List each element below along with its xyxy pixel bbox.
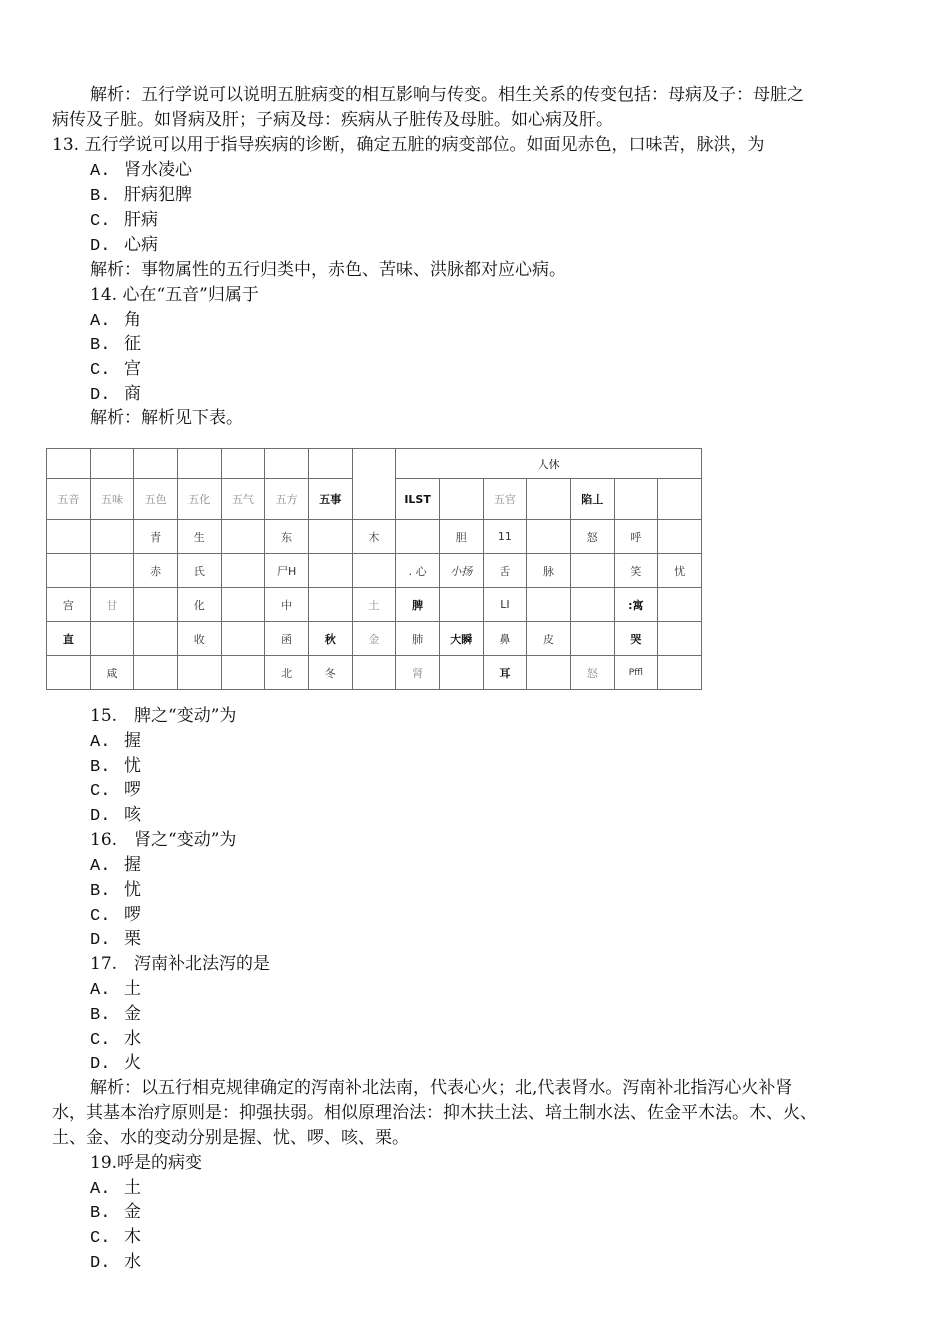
table-cell: 笑 (614, 554, 658, 588)
q15-stem: 15. 脾之“变动”为 (90, 706, 237, 726)
table-cell: 小扬 (439, 554, 483, 588)
option-key: A. (90, 312, 111, 331)
table-cell (352, 554, 396, 588)
option-text: 水 (124, 1252, 141, 1272)
option-text: 啰 (124, 905, 141, 925)
table-cell: 舌 (483, 554, 527, 588)
option-text: 征 (124, 334, 141, 354)
table-cell: Pffl (614, 656, 658, 690)
table-cell (439, 656, 483, 690)
option-text: 金 (124, 1004, 141, 1024)
option-key: B. (90, 758, 111, 777)
table-cell (570, 622, 614, 656)
table-cell: 北 (265, 656, 309, 690)
option-key: A. (90, 162, 111, 181)
table-cell (527, 588, 571, 622)
q12-analysis-line2: 病传及子脏。如肾病及肝；子病及母：疾病从子脏传及母脏。如心病及肝。 (52, 110, 613, 130)
table-cell (90, 622, 134, 656)
option-text: 忧 (124, 880, 141, 900)
table-cell: 金 (352, 622, 396, 656)
table-cell: 鼻 (483, 622, 527, 656)
q17-analysis-line3: 土、金、水的变动分别是握、忧、啰、咳、栗。 (52, 1128, 409, 1148)
table-cell: 忧 (658, 554, 702, 588)
table-cell (221, 520, 265, 554)
table-cell (658, 656, 702, 690)
option-text: 水 (124, 1029, 141, 1049)
table-cell: 生 (177, 520, 221, 554)
option-key: A. (90, 981, 111, 1000)
table-cell: 青 (134, 520, 178, 554)
option-text: 忧 (124, 756, 141, 776)
table-cell: 尸H (265, 554, 309, 588)
option-key: A. (90, 857, 111, 876)
table-cell: 秋 (308, 622, 352, 656)
table-cell: 肺 (396, 622, 440, 656)
table-cell: 皮 (527, 622, 571, 656)
table-cell: 哭 (614, 622, 658, 656)
q15-option-d (90, 803, 141, 829)
table-cell (134, 588, 178, 622)
five-elements-table (46, 448, 702, 690)
option-text: 金 (124, 1202, 141, 1222)
option-key: D. (90, 1254, 111, 1273)
table-header-cell: 五气 (221, 479, 265, 520)
table-cell (134, 656, 178, 690)
table-header-cell (614, 479, 658, 520)
q15-option-b (90, 754, 141, 780)
option-text: 火 (124, 1053, 141, 1073)
table-cell (527, 656, 571, 690)
table-header-cell: 五音 (47, 479, 91, 520)
table-cell: 中 (265, 588, 309, 622)
table-cell (221, 622, 265, 656)
option-text: 肝病 (124, 210, 158, 230)
q19-stem: 19.呼是的病变 (90, 1153, 203, 1173)
q14-analysis: 解析：解析见下表。 (90, 408, 243, 428)
table-cell: 土 (352, 588, 396, 622)
option-text: 商 (124, 384, 141, 404)
option-key: D. (90, 237, 111, 256)
table-cell: 怒 (570, 656, 614, 690)
q17-option-a (90, 977, 141, 1003)
option-key: B. (90, 882, 111, 901)
q13-option-c (90, 208, 158, 234)
option-text: 土 (124, 1178, 141, 1198)
q13-option-a (90, 158, 192, 184)
table-cell (221, 449, 265, 479)
table-cell: 宫 (47, 588, 91, 622)
option-text: 栗 (124, 929, 141, 949)
table-cell: 化 (177, 588, 221, 622)
table-cell (308, 554, 352, 588)
q14-option-d (90, 382, 141, 408)
q16-stem: 16. 肾之“变动”为 (90, 830, 237, 850)
table-cell: 收 (177, 622, 221, 656)
table-cell (570, 588, 614, 622)
table-cell (308, 588, 352, 622)
q19-option-d (90, 1250, 141, 1276)
q15-option-a (90, 729, 141, 755)
option-key: B. (90, 187, 111, 206)
table-header-cell (527, 479, 571, 520)
option-key: A. (90, 1180, 111, 1199)
option-key: C. (90, 907, 111, 926)
table-row (47, 520, 702, 554)
option-text: 握 (124, 855, 141, 875)
table-cell (352, 449, 396, 520)
table-cell (221, 554, 265, 588)
q17-option-c (90, 1027, 141, 1053)
option-text: 肝病犯脾 (124, 185, 192, 205)
table-header-cell: 五色 (134, 479, 178, 520)
table-cell: 11 (483, 520, 527, 554)
table-cell (47, 449, 91, 479)
q19-option-b (90, 1200, 141, 1226)
table-cell: . 心 (396, 554, 440, 588)
option-key: D. (90, 1055, 111, 1074)
table-cell (90, 554, 134, 588)
q16-option-a (90, 853, 141, 879)
table-cell (134, 449, 178, 479)
q12-analysis-line1: 解析：五行学说可以说明五脏病变的相互影响与传变。相生关系的传变包括：母病及子：母脏之 (90, 85, 804, 105)
table-cell (47, 656, 91, 690)
q17-stem: 17. 泻南补北法泻的是 (90, 954, 271, 974)
table-cell: 东 (265, 520, 309, 554)
table-header-cell (439, 479, 483, 520)
table-cell (527, 520, 571, 554)
table-row (47, 622, 702, 656)
option-key: B. (90, 1006, 111, 1025)
option-text: 宫 (124, 359, 141, 379)
table-header-cell: 五官 (483, 479, 527, 520)
table-cell: 甘 (90, 588, 134, 622)
q13-analysis: 解析：事物属性的五行归类中，赤色、苦味、洪脉都对应心病。 (90, 260, 566, 280)
q14-option-a (90, 308, 141, 334)
table-cell (177, 449, 221, 479)
table-cell: 大瞬 (439, 622, 483, 656)
table-header-cell: 五味 (90, 479, 134, 520)
option-text: 土 (124, 979, 141, 999)
option-key: C. (90, 782, 111, 801)
table-cell (134, 622, 178, 656)
option-text: 握 (124, 731, 141, 751)
table-header-cell: 五化 (177, 479, 221, 520)
table-cell (439, 588, 483, 622)
table-row (47, 554, 702, 588)
table-cell: 耳 (483, 656, 527, 690)
q19-option-c (90, 1225, 141, 1251)
option-text: 啰 (124, 780, 141, 800)
q17-option-b (90, 1002, 141, 1028)
option-key: B. (90, 336, 111, 355)
table-header-cell: 五方 (265, 479, 309, 520)
table-cell (221, 588, 265, 622)
q13-option-d (90, 233, 158, 259)
table-header-cell: 五事 (308, 479, 352, 520)
table-cell (658, 622, 702, 656)
table-cell: 直 (47, 622, 91, 656)
option-text: 木 (124, 1227, 141, 1247)
option-key: C. (90, 1229, 111, 1248)
q14-option-b (90, 332, 141, 358)
table-header-cell (658, 479, 702, 520)
q16-option-b (90, 878, 141, 904)
table-cell (570, 554, 614, 588)
option-key: C. (90, 361, 111, 380)
table-cell: 怒 (570, 520, 614, 554)
table-cell (177, 656, 221, 690)
q17-option-d (90, 1051, 141, 1077)
q17-analysis-line2: 水，其基本治疗原则是：抑强扶弱。相似原理治法：抑木扶土法、培土制水法、佐金平木法。木、火、 (52, 1103, 817, 1123)
option-key: D. (90, 931, 111, 950)
table-cell: 脉 (527, 554, 571, 588)
option-key: B. (90, 1204, 111, 1223)
q17-analysis-line1: 解析：以五行相克规律确定的泻南补北法南，代表心火；北,代表肾水。泻南补北指泻心火补肾 (90, 1078, 793, 1098)
option-key: D. (90, 807, 111, 826)
table-cell (90, 449, 134, 479)
table-header-cell: 陷丄 (570, 479, 614, 520)
q19-option-a (90, 1176, 141, 1202)
table-group-header: 人休 (396, 449, 702, 479)
table-cell (47, 554, 91, 588)
table-cell: :寓 (614, 588, 658, 622)
table-cell (265, 449, 309, 479)
table-cell (352, 656, 396, 690)
table-cell: 赤 (134, 554, 178, 588)
table-row (47, 656, 702, 690)
table-cell: 呼 (614, 520, 658, 554)
q13-option-b (90, 183, 192, 209)
table-cell: 胆 (439, 520, 483, 554)
table-header-top-row (47, 449, 702, 479)
q15-option-c (90, 778, 141, 804)
table-cell (658, 588, 702, 622)
table-row (47, 588, 702, 622)
table-cell: 木 (352, 520, 396, 554)
table-cell: 氏 (177, 554, 221, 588)
table-cell (396, 520, 440, 554)
option-text: 角 (124, 310, 141, 330)
table-cell (221, 656, 265, 690)
option-key: A. (90, 733, 111, 752)
option-key: C. (90, 1031, 111, 1050)
table-header-cell: ILST (396, 479, 440, 520)
option-text: 肾水凌心 (124, 160, 192, 180)
table-cell: 咸 (90, 656, 134, 690)
table-cell (47, 520, 91, 554)
q16-option-c (90, 903, 141, 929)
table-cell: LI (483, 588, 527, 622)
table-cell (658, 520, 702, 554)
table-cell: 函 (265, 622, 309, 656)
table-cell: 肾 (396, 656, 440, 690)
option-text: 心病 (124, 235, 158, 255)
option-key: C. (90, 212, 111, 231)
table-cell (308, 520, 352, 554)
table-cell: 脾 (396, 588, 440, 622)
table-cell (90, 520, 134, 554)
table-cell (308, 449, 352, 479)
q14-stem: 14. 心在“五音”归属于 (90, 285, 259, 305)
q16-option-d (90, 927, 141, 953)
table-cell: 冬 (308, 656, 352, 690)
q14-option-c (90, 357, 141, 383)
option-text: 咳 (124, 805, 141, 825)
option-key: D. (90, 386, 111, 405)
q13-stem: 13. 五行学说可以用于指导疾病的诊断，确定五脏的病变部位。如面见赤色，口味苦，脉洪，为 (52, 135, 765, 155)
